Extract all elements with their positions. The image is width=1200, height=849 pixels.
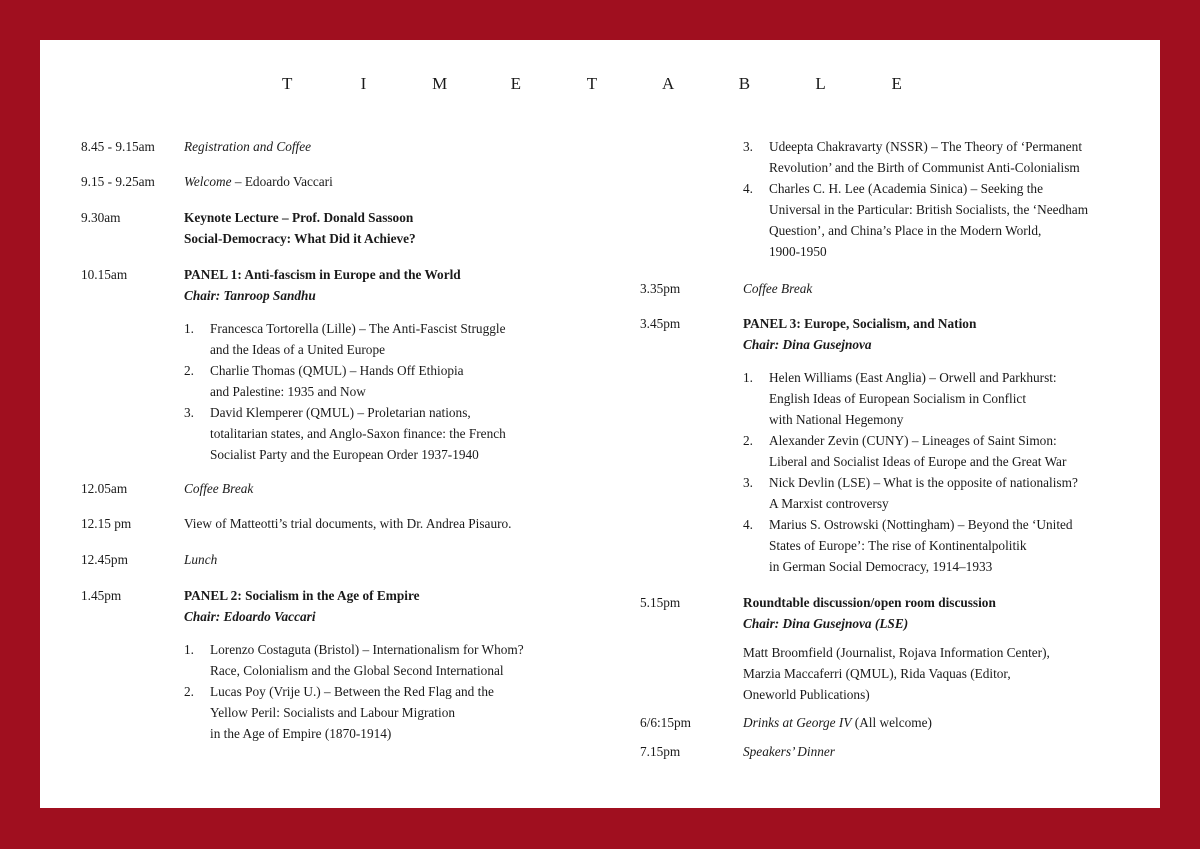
talk-item: [743, 514, 1130, 577]
item-label: Coffee Break: [184, 481, 254, 496]
talk-line: in the Age of Empire (1870-1914): [210, 726, 392, 741]
talk-line: David Klemperer (QMUL) – Proletarian nations,: [210, 405, 471, 420]
talk-number: 1.: [743, 370, 753, 385]
item-speaker: – Edoardo Vaccari: [231, 174, 333, 189]
title-letter: M: [432, 74, 448, 93]
item-label: Welcome: [184, 174, 232, 189]
panel-talk-list: [743, 136, 1130, 262]
item-time: 9.15 - 9.25am: [81, 174, 155, 189]
talk-number: 3.: [743, 139, 753, 154]
panel-title: PANEL 2: Socialism in the Age of Empire: [184, 588, 420, 603]
title-letter: L: [815, 74, 826, 93]
panel-title: PANEL 1: Anti-fascism in Europe and the World: [184, 267, 461, 282]
item-time: 12.05am: [81, 481, 128, 496]
talk-number: 1.: [184, 642, 194, 657]
title-letter: T: [586, 74, 598, 93]
talk-line: Universal in the Particular: British Socialists, the ‘Needham: [769, 202, 1089, 217]
item-time: 3.35pm: [640, 281, 681, 296]
talk-number: 1.: [184, 321, 194, 336]
talk-item: [184, 681, 551, 744]
talk-line: Socialist Party and the European Order 1937-1940: [210, 447, 479, 462]
participants-line: Marzia Maccaferri (QMUL), Rida Vaquas (Editor,: [743, 666, 1011, 681]
participants-line: Matt Broomfield (Journalist, Rojava Information Center),: [743, 645, 1050, 660]
talk-line: Yellow Peril: Socialists and Labour Migration: [210, 705, 455, 720]
talk-line: Francesca Tortorella (Lille) – The Anti-Fascist Struggle: [210, 321, 506, 336]
item-time: 12.15 pm: [81, 516, 132, 531]
talk-line: Charlie Thomas (QMUL) – Hands Off Ethiopia: [210, 363, 464, 378]
talk-item: [743, 472, 1130, 514]
panel-chair: Chair: Dina Gusejnova: [743, 337, 872, 352]
talk-number: 4.: [743, 517, 753, 532]
talk-item: [184, 402, 551, 465]
talk-number: 3.: [184, 405, 194, 420]
talk-item: [743, 136, 1130, 178]
talk-line: Nick Devlin (LSE) – What is the opposite of nationalism?: [769, 475, 1078, 490]
item-time: 12.45pm: [81, 552, 128, 567]
talk-number: 2.: [743, 433, 753, 448]
talk-line: and the Ideas of a United Europe: [210, 342, 386, 357]
talk-line: A Marxist controversy: [769, 496, 889, 511]
talk-item: [184, 639, 551, 681]
item-label: Speakers’ Dinner: [743, 744, 835, 759]
talk-item: [184, 360, 551, 402]
talk-line: Helen Williams (East Anglia) – Orwell and Parkhurst:: [769, 370, 1057, 385]
item-time: 5.15pm: [640, 595, 681, 610]
talk-line: Marius S. Ostrowski (Nottingham) – Beyond the ‘United: [769, 517, 1073, 532]
keynote-subtitle: Social-Democracy: What Did it Achieve?: [184, 231, 416, 246]
title-letter: E: [891, 74, 902, 93]
item-time: 3.45pm: [640, 316, 681, 331]
participants-line: Oneworld Publications): [743, 687, 870, 702]
talk-line: Udeepta Chakravarty (NSSR) – The Theory of ‘Permanent: [769, 139, 1083, 154]
panel-chair: Chair: Edoardo Vaccari: [184, 609, 316, 624]
item-note: (All welcome): [851, 715, 932, 730]
roundtable-participants: [743, 642, 1130, 705]
talk-line: Race, Colonialism and the Global Second International: [210, 663, 504, 678]
talk-line: Revolution’ and the Birth of Communist Anti-Colonialism: [769, 160, 1080, 175]
talk-line: totalitarian states, and Anglo-Saxon finance: the French: [210, 426, 506, 441]
roundtable-title: Roundtable discussion/open room discussion: [743, 595, 996, 610]
talk-line: Alexander Zevin (CUNY) – Lineages of Saint Simon:: [769, 433, 1057, 448]
talk-item: [743, 178, 1130, 262]
talk-line: with National Hegemony: [769, 412, 904, 427]
talk-line: Lucas Poy (Vrije U.) – Between the Red Flag and the: [210, 684, 494, 699]
talk-number: 2.: [184, 684, 194, 699]
talk-line: Question’, and China’s Place in the Modern World,: [769, 223, 1042, 238]
roundtable-chair: Chair: Dina Gusejnova (LSE): [743, 616, 909, 631]
talk-line: States of Europe’: The rise of Kontinentalpolitik: [769, 538, 1027, 553]
item-label: Coffee Break: [743, 281, 813, 296]
title-letter: T: [282, 74, 293, 93]
title-letter: B: [738, 74, 751, 93]
title-letter: A: [662, 74, 675, 93]
panel-chair: Chair: Tanroop Sandhu: [184, 288, 316, 303]
talk-number: 3.: [743, 475, 753, 490]
panel-talk-list: [184, 318, 551, 465]
panel-talk-list: [184, 639, 551, 744]
talk-item: [743, 367, 1130, 430]
talk-item: [743, 430, 1130, 472]
talk-line: 1900-1950: [769, 244, 827, 259]
talk-number: 4.: [743, 181, 753, 196]
item-time: 9.30am: [81, 210, 121, 225]
talk-line: and Palestine: 1935 and Now: [210, 384, 366, 399]
item-label: Lunch: [184, 552, 218, 567]
item-time: 8.45 - 9.15am: [81, 139, 155, 154]
item-time: 7.15pm: [640, 744, 681, 759]
panel-talk-list: [743, 367, 1130, 577]
item-label: View of Matteotti’s trial documents, with Dr. Andrea Pisauro.: [184, 516, 512, 531]
item-label: Drinks at George IV: [743, 715, 852, 730]
talk-line: in German Social Democracy, 1914–1933: [769, 559, 993, 574]
item-time: 6/6:15pm: [640, 715, 691, 730]
talk-number: 2.: [184, 363, 194, 378]
item-time: 1.45pm: [81, 588, 122, 603]
item-label: Registration and Coffee: [184, 139, 312, 154]
talk-line: Charles C. H. Lee (Academia Sinica) – Seeking the: [769, 181, 1043, 196]
talk-line: English Ideas of European Socialism in Conflict: [769, 391, 1027, 406]
title-letter: E: [510, 74, 521, 93]
item-time: 10.15am: [81, 267, 128, 282]
talk-line: Lorenzo Costaguta (Bristol) – Internationalism for Whom?: [210, 642, 524, 657]
panel-title: PANEL 3: Europe, Socialism, and Nation: [743, 316, 977, 331]
talk-item: [184, 318, 551, 360]
keynote-title: Keynote Lecture – Prof. Donald Sassoon: [184, 210, 414, 225]
title-letter: I: [360, 74, 367, 93]
timetable-title: [0, 74, 1200, 94]
talk-line: Liberal and Socialist Ideas of Europe and the Great War: [769, 454, 1067, 469]
